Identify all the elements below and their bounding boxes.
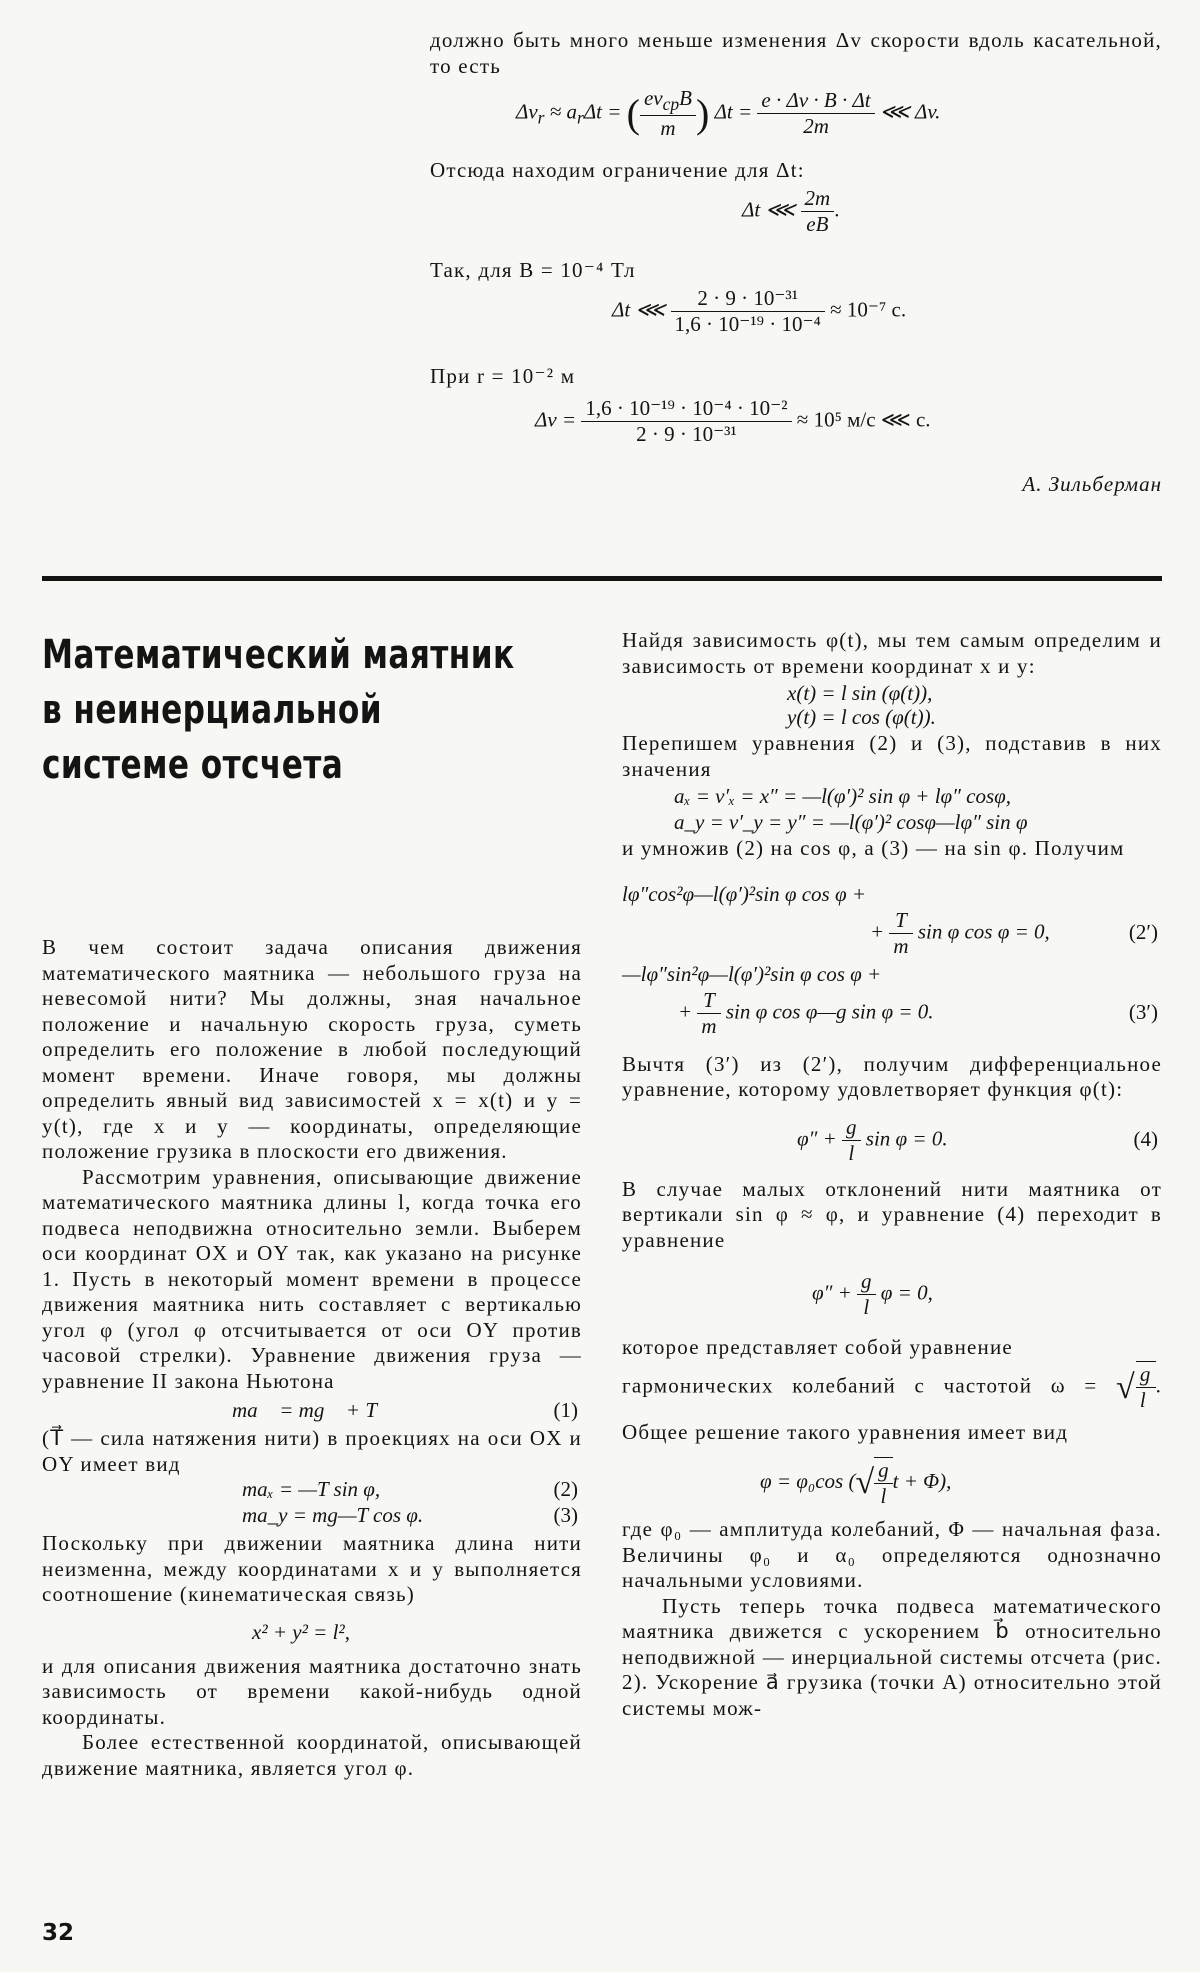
equation-5-row — [622, 1253, 1162, 1335]
equation-x-t: x(t) = l sin (φ(t)), — [787, 681, 933, 705]
equation-5: φ″ + $\frac{g}{l}$ φ = 0, — [812, 1269, 933, 1319]
equation-3: ma_y = mg—T cos φ. — [242, 1503, 424, 1527]
coordinate-equations — [622, 679, 1162, 731]
general-solution-row — [622, 1445, 1162, 1517]
equation-2: maₓ = —T sin φ, — [242, 1477, 381, 1501]
equation-1: ma⃗ = mg⃗ + T⃗ — [232, 1398, 394, 1422]
left-paragraph-4: Поскольку при движении маятника длина нити неизменна, между координатами x и y выполняется соотношение (кинематическая связь) — [42, 1531, 582, 1606]
left-paragraph-2: Рассмотрим уравнения, описывающие движение математического маятника длины l, когда точка его подвеса неподвижна относительно земли. Выберем оси координат OX и OY так, как указано на рисунке 1. Пусть в некоторый момент времени в процессе движения маятника нить составляет с вертикалью угол φ (угол φ отсчитывается от оси OY против часовой стрелки). Уравнение движения груза — уравнение II закона Ньютона — [42, 1164, 582, 1393]
right-paragraph-1: Найдя зависимость φ(t), мы тем самым определим и зависимость от времени координат x и y: — [622, 628, 1162, 678]
left-column — [42, 935, 582, 1781]
equation-delta-t-value: Δt ⋘ $\frac{\text{2 · 9 · 10⁻³¹}}{\text{1,6 · 10⁻¹⁹ · 10⁻⁴}}$ ≈ 10⁻⁷ с. — [612, 286, 907, 336]
equation-4: φ″ + $\frac{g}{l}$ sin φ = 0. — [797, 1114, 948, 1165]
right-paragraph-7: Общее решение такого уравнения имеет вид — [622, 1419, 1069, 1444]
equation-2-row — [42, 1477, 582, 1503]
acceleration-equations — [622, 782, 1162, 836]
right-column — [622, 628, 1162, 1721]
kinematic-equation-row — [42, 1608, 582, 1654]
radius-text: При r = 10⁻² м — [430, 364, 576, 388]
left-paragraph-6: Более естественной координатой, описывающей движение маятника, является угол φ. — [42, 1730, 582, 1780]
equation-1-row — [42, 1394, 582, 1426]
right-paragraph-2: Перепишем уравнения (2) и (3), подставив в них значения — [622, 731, 1162, 781]
equation-delta-v-r: $\Delta v_r \approx a_r\Delta t$ = ( $\frac{ev_{ср}B}{m}$ ) Δt = $\frac{e \cdot \Delta v \cdot B \cdot \Delta t}{2m}$ ⋘ Δv. — [516, 86, 941, 141]
right-paragraph-5: В случае малых отклонений нити маятника от вертикали sin φ ≈ φ, и уравнение (4) переходит в уравнение — [622, 1176, 1162, 1252]
author-signature: А. Зильберман — [1022, 472, 1162, 496]
left-paragraph-1: В чем состоит задача описания движения математического маятника — небольшого груза на невесомой нити? Мы должны, зная начальное положение и начальную скорость груза, суметь определить его положение в любой последующий момент времени. Иначе говоря, мы должны определить явный вид зависимостей x = x(t) и y = y(t), где x и y — координаты, определяющие положение грузика в плоскости его движения. — [42, 935, 582, 1163]
article-title: Математический маятник в неинерциальной системе отсчета — [42, 632, 515, 788]
left-paragraph-5: и для описания движения маятника достаточно знать зависимость от времени какой-нибудь одной координаты. — [42, 1653, 582, 1729]
right-paragraph-3: и умножив (2) на cos φ, а (3) — на sin φ. Получим — [622, 836, 1125, 860]
page-number: 32 — [42, 1920, 75, 1946]
limit-text: Отсюда находим ограничение для Δt: — [430, 158, 805, 182]
equation-2prime-line1: lφ″cos²φ—l(φ′)²sin φ cos φ + — [622, 881, 867, 906]
right-paragraph-4: Вычтя (3′) из (2′), получим дифференциальное уравнение, которому удовлетворяет функция φ(t): — [622, 1051, 1162, 1101]
equation-y-t: y(t) = l cos (φ(t)). — [787, 705, 936, 729]
right-paragraph-8: где φ₀ — амплитуда колебаний, Φ — начальная фаза. Величины φ₀ и α₀ определяются однозначно начальными условиями. — [622, 1517, 1162, 1592]
section-divider — [42, 576, 1162, 581]
equation-2prime-number: (2′) — [1128, 919, 1158, 944]
equation-4-number: (4) — [1133, 1126, 1158, 1151]
equation-2-number: (2) — [553, 1477, 578, 1501]
derived-equations — [622, 862, 1162, 1052]
general-solution: φ = φ₀cos (√ $\frac{g}{l}$ t + Φ), — [760, 1458, 952, 1508]
equation-3prime-number: (3′) — [1128, 999, 1158, 1024]
equation-ax: aₓ = v′ₓ = x″ = —l(φ′)² sin φ + lφ″ cosφ, — [674, 784, 1012, 808]
equation-3-row — [42, 1503, 582, 1531]
field-text: Так, для B = 10⁻⁴ Тл — [430, 258, 636, 282]
kinematic-equation: x² + y² = l², — [252, 1619, 350, 1644]
equation-ay: a_y = v′_y = y″ = —l(φ′)² cosφ—lφ″ sin φ — [674, 810, 1028, 834]
top-intro-paragraph: должно быть много меньше изменения Δv скорости вдоль касательной, то есть — [430, 28, 1162, 78]
right-paragraph-9: Пусть теперь точка подвеса математического маятника движется с ускорением b⃗ относительно неподвижной — инерциальной системы отсчета (рис. 2). Ускорение a⃗ грузика (точки A) относительно этой системы мож- — [622, 1593, 1162, 1720]
equation-1-number: (1) — [553, 1398, 578, 1422]
left-paragraph-3: (T⃗ — сила натяжения нити) в проекциях на оси OX и OY имеет вид — [42, 1426, 582, 1476]
equation-3prime-line2: + $\frac{T}{m}$ sin φ cos φ—g sin φ = 0. — [678, 987, 934, 1038]
equation-3prime-line1: —lφ″sin²φ—l(φ′)²sin φ cos φ + — [622, 961, 882, 986]
equation-3-number: (3) — [553, 1503, 578, 1527]
right-paragraph-6: которое представляет собой уравнение гармонических колебаний с частотой ω = √ $\frac{g}{l}$ . — [622, 1335, 1163, 1412]
equation-4-row — [622, 1103, 1162, 1177]
equation-delta-v-value: Δv = $\frac{\text{1,6 · 10⁻¹⁹ · 10⁻⁴ · 10⁻²}}{\text{2 · 9 · 10⁻³¹}}$ ≈ 10⁵ м/с ⋘ c. — [535, 396, 931, 446]
equation-2prime-line2: + $\frac{T}{m}$ sin φ cos φ = 0, — [870, 907, 1050, 958]
equation-delta-t-limit: Δt ⋘ $\frac{2m}{eB}$ . — [742, 186, 840, 236]
